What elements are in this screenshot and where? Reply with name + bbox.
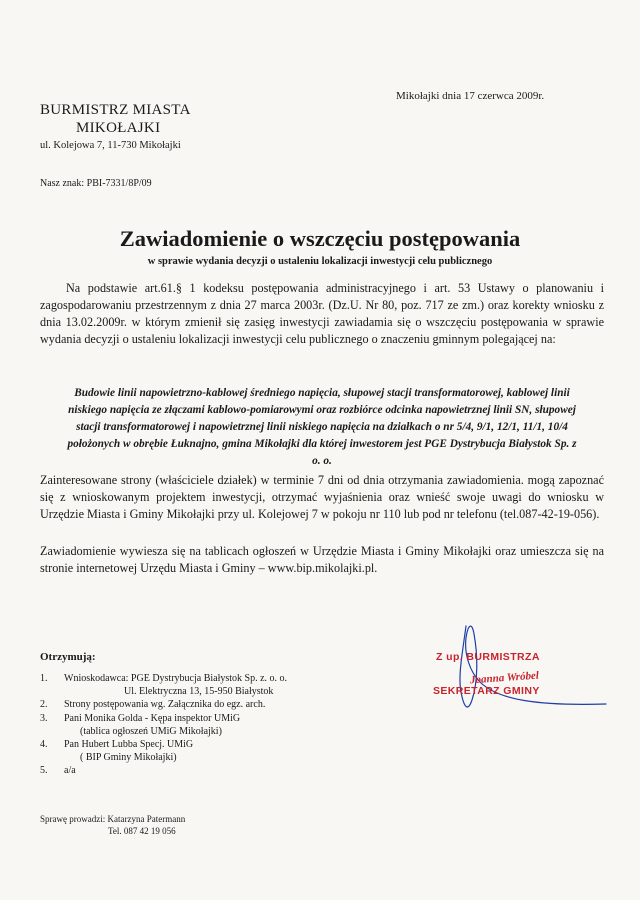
list-item-subtext: ( BIP Gminy Mikołajki): [80, 752, 177, 764]
list-item: [40, 698, 380, 711]
recipients-heading: Otrzymują:: [40, 651, 96, 663]
publication-paragraph: Zawiadomienie wywiesza się na tablicach ogłoszeń w Urzędzie Miasta i Gminy Mikołajki oraz umieszcza się na stronie internetowej Urzędu Miasta i Gminy – www.bip.mikolajki.pl.: [40, 544, 604, 575]
issuer-address: ul. Kolejowa 7, 11-730 Mikołajki: [40, 140, 181, 151]
list-item-subtext: (tablica ogłoszeń UMiG Mikołajki): [80, 725, 222, 737]
list-item-text: Pan Hubert Lubba Specj. UMiG: [64, 739, 194, 751]
list-item-number: 5.: [40, 765, 48, 777]
list-item: [40, 764, 380, 777]
investment-subject: Budowie linii napowietrzno-kablowej średniego napięcia, słupowej stacji transformatorowej, kablowej linii niskiego napięcia ze złączami kablowo-pomiarowymi oraz rozbiórce odcinka napowietrznej linii SN, słupowej stacji transformatorowej i napowietrznej linii niskiego napięcia na działkach o nr 5/4, 9/1, 12/1, 11/1, 10/4 położonych w obrębie Łuknajno, gmina Mikołajki dla której inwestorem jest PGE Dystrybucja Białystok Sp. z o. o.: [67, 387, 577, 467]
legal-basis-paragraph: Na podstawie art.61.§ 1 kodeksu postępowania administracyjnego i art. 53 Ustawy o planowaniu i zagospodarowaniu przestrzennym z dnia 27 marca 2003r. (Dz.U. Nr 80, poz. 717 ze zm.) oraz korekty wniosku z dnia 13.02.2009r. w którym zmienił się zasięg inwestycji zawiadamia się o wszczęciu postępowania w sprawie wydania decyzji o ustaleniu lokalizacji inwestycji celu publicznego o znaczeniu gminnym polegającej na:: [40, 281, 604, 346]
case-handler-phone: Tel. 087 42 19 056: [108, 826, 176, 836]
list-item-text: a/a: [64, 765, 76, 777]
list-item-subtext: Ul. Elektryczna 13, 15-950 Białystok: [124, 686, 274, 698]
list-item-text: Wnioskodawca: PGE Dystrybucja Białystok Sp. z. o. o.: [64, 673, 288, 684]
document-title: Zawiadomienie o wszczęciu postępowania: [119, 226, 521, 251]
recipients-list: [40, 672, 380, 778]
list-item-number: 2.: [40, 699, 48, 711]
document-subtitle: w sprawie wydania decyzji o ustaleniu lokalizacji inwestycji celu publicznego: [147, 256, 493, 267]
list-item-text: Pani Monika Golda - Kępa inspektor UMiG: [64, 712, 241, 724]
issuer-city: MIKOŁAJKI: [76, 120, 161, 136]
list-item-number: 4.: [40, 739, 48, 751]
list-item: [40, 738, 380, 764]
list-item: [40, 712, 380, 738]
signature-name: Joanna Wróbel: [469, 669, 540, 687]
list-item: [40, 672, 380, 698]
stamp-position: SEKRETARZ GMINY: [433, 685, 540, 697]
issuer-title: BURMISTRZ MIASTA: [40, 102, 191, 118]
place-date: Mikołajki dnia 17 czerwca 2009r.: [396, 90, 545, 102]
list-item-number: 1.: [40, 673, 48, 684]
list-item-text: Strony postępowania wg. Załącznika do egz. arch.: [64, 699, 266, 711]
reference-number: Nasz znak: PBI-7331/8P/09: [40, 178, 152, 189]
parties-paragraph: Zainteresowane strony (właściciele działek) w terminie 7 dni od dnia otrzymania zawiadomienia. mogą zapoznać się z wnioskowanym projektem inwestycji, otrzymać wyjaśnienia oraz wnieść swoje uwagi do wniosku w Urzędzie Miasta i Gminy Mikołajki przy ul. Kolejowej 7 w pokoju nr 110 lub pod nr telefonu (tel.087-42-19-056).: [40, 473, 604, 521]
case-handler: Sprawę prowadzi: Katarzyna Patermann: [40, 814, 186, 824]
list-item-number: 3.: [40, 712, 48, 724]
stamp-authority: Z up. BURMISTRZA: [436, 651, 540, 663]
